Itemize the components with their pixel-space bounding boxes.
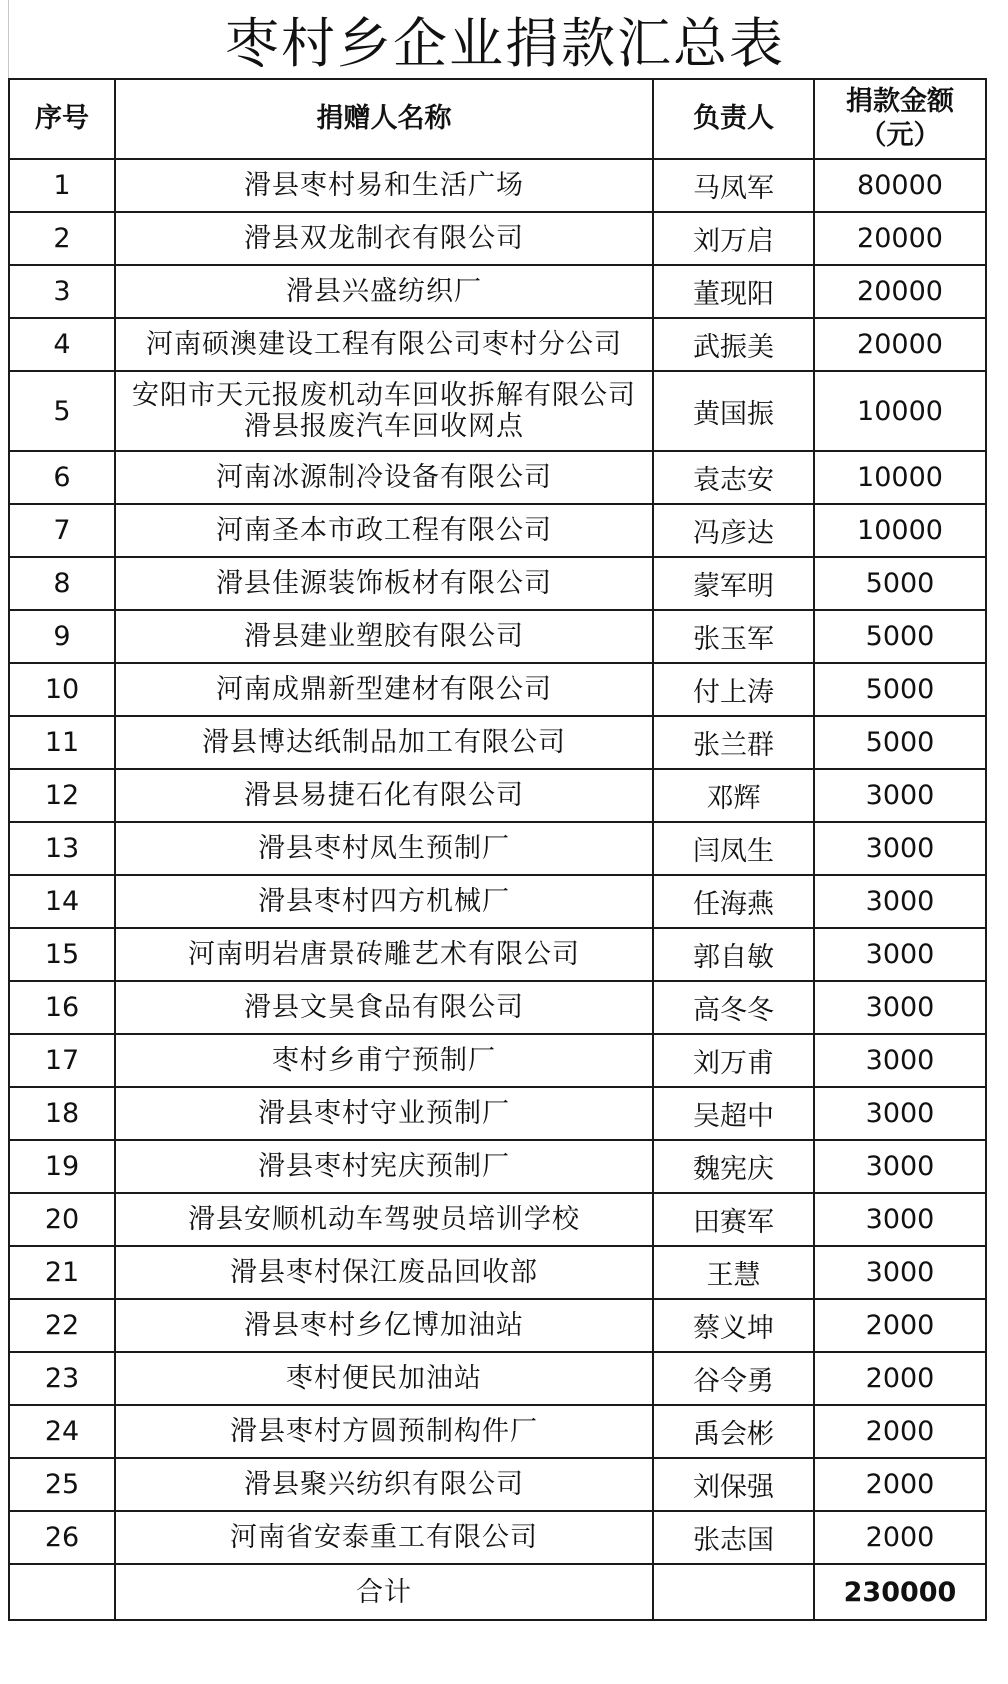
header-index: 序号	[9, 79, 115, 159]
row-index: 3	[9, 265, 115, 318]
row-index: 18	[9, 1087, 115, 1140]
blank-cell	[986, 212, 1008, 265]
table-row	[9, 212, 1008, 265]
row-amount: 3000	[814, 1140, 986, 1193]
row-person: 田赛军	[653, 1193, 814, 1246]
table-row	[9, 1193, 1008, 1246]
row-amount: 20000	[814, 318, 986, 371]
row-donor: 河南圣本市政工程有限公司	[115, 504, 653, 557]
row-person: 吴超中	[653, 1087, 814, 1140]
row-donor: 滑县兴盛纺织厂	[115, 265, 653, 318]
blank-cell	[986, 928, 1008, 981]
row-person: 袁志安	[653, 451, 814, 504]
table-row	[9, 1246, 1008, 1299]
row-person: 付上涛	[653, 663, 814, 716]
page-title: 枣村乡企业捐款汇总表	[225, 11, 785, 75]
donation-table	[8, 78, 1008, 1621]
row-donor: 河南硕澳建设工程有限公司枣村分公司	[115, 318, 653, 371]
row-person: 任海燕	[653, 875, 814, 928]
row-donor: 滑县枣村凤生预制厂	[115, 822, 653, 875]
table-row	[9, 159, 1008, 212]
row-index: 25	[9, 1458, 115, 1511]
row-amount: 3000	[814, 1246, 986, 1299]
row-index: 1	[9, 159, 115, 212]
blank-cell	[986, 371, 1008, 451]
row-index: 23	[9, 1352, 115, 1405]
row-index: 4	[9, 318, 115, 371]
row-amount: 5000	[814, 557, 986, 610]
row-person: 董现阳	[653, 265, 814, 318]
blank-cell	[986, 875, 1008, 928]
blank-cell	[986, 1299, 1008, 1352]
row-amount: 10000	[814, 371, 986, 451]
row-index: 13	[9, 822, 115, 875]
row-amount: 5000	[814, 610, 986, 663]
blank-cell	[986, 1034, 1008, 1087]
row-person: 武振美	[653, 318, 814, 371]
blank-cell	[986, 1246, 1008, 1299]
row-donor: 滑县安顺机动车驾驶员培训学校	[115, 1193, 653, 1246]
row-index: 6	[9, 451, 115, 504]
table-row	[9, 1458, 1008, 1511]
row-amount: 3000	[814, 1087, 986, 1140]
row-donor	[115, 371, 653, 451]
row-index: 17	[9, 1034, 115, 1087]
row-amount: 3000	[814, 822, 986, 875]
total-row	[9, 1564, 1008, 1620]
row-person: 蔡义坤	[653, 1299, 814, 1352]
row-person: 黄国振	[653, 371, 814, 451]
table-row	[9, 265, 1008, 318]
blank-cell	[986, 716, 1008, 769]
row-donor: 滑县聚兴纺织有限公司	[115, 1458, 653, 1511]
row-person: 马凤军	[653, 159, 814, 212]
row-donor: 河南明岩唐景砖雕艺术有限公司	[115, 928, 653, 981]
row-index: 8	[9, 557, 115, 610]
row-person: 张兰群	[653, 716, 814, 769]
row-person: 谷令勇	[653, 1352, 814, 1405]
row-amount: 10000	[814, 504, 986, 557]
row-donor: 枣村便民加油站	[115, 1352, 653, 1405]
blank-cell	[986, 1405, 1008, 1458]
row-donor: 枣村乡甫宁预制厂	[115, 1034, 653, 1087]
row-index: 10	[9, 663, 115, 716]
blank-cell	[986, 318, 1008, 371]
row-index: 2	[9, 212, 115, 265]
header-amount-line1: 捐款金额	[846, 86, 954, 117]
row-index: 24	[9, 1405, 115, 1458]
row-donor: 滑县佳源装饰板材有限公司	[115, 557, 653, 610]
row-amount: 3000	[814, 1193, 986, 1246]
header-person: 负责人	[653, 79, 814, 159]
blank-cell	[986, 1564, 1008, 1620]
row-index: 14	[9, 875, 115, 928]
row-person: 刘万甫	[653, 1034, 814, 1087]
row-amount: 3000	[814, 981, 986, 1034]
blank-cell	[986, 265, 1008, 318]
row-amount: 3000	[814, 769, 986, 822]
total-amount: 230000	[814, 1564, 986, 1620]
row-donor: 滑县枣村四方机械厂	[115, 875, 653, 928]
total-label: 合计	[115, 1564, 653, 1620]
row-donor: 滑县枣村宪庆预制厂	[115, 1140, 653, 1193]
row-amount: 5000	[814, 663, 986, 716]
table-row	[9, 928, 1008, 981]
row-donor: 河南成鼎新型建材有限公司	[115, 663, 653, 716]
row-amount: 80000	[814, 159, 986, 212]
row-person: 王慧	[653, 1246, 814, 1299]
blank-cell	[986, 504, 1008, 557]
blank-cell	[986, 663, 1008, 716]
row-amount: 10000	[814, 451, 986, 504]
row-index: 26	[9, 1511, 115, 1564]
blank-cell	[986, 1193, 1008, 1246]
table-row	[9, 610, 1008, 663]
row-amount: 3000	[814, 875, 986, 928]
row-person: 张志国	[653, 1511, 814, 1564]
row-donor: 滑县建业塑胶有限公司	[115, 610, 653, 663]
row-amount: 20000	[814, 212, 986, 265]
header-donor: 捐赠人名称	[115, 79, 653, 159]
row-person: 邓辉	[653, 769, 814, 822]
row-amount: 3000	[814, 928, 986, 981]
table-row	[9, 318, 1008, 371]
row-donor-line2: 滑县报废汽车回收网点	[244, 411, 524, 442]
blank-cell	[986, 451, 1008, 504]
blank-cell	[986, 1087, 1008, 1140]
total-index-cell	[9, 1564, 115, 1620]
blank-cell	[986, 79, 1008, 159]
table-row	[9, 1405, 1008, 1458]
header-amount-line2: （元）	[859, 120, 941, 151]
row-index: 15	[9, 928, 115, 981]
total-person-cell	[653, 1564, 814, 1620]
row-index: 20	[9, 1193, 115, 1246]
row-index: 16	[9, 981, 115, 1034]
row-donor: 滑县枣村保江废品回收部	[115, 1246, 653, 1299]
table-row	[9, 981, 1008, 1034]
row-donor: 滑县博达纸制品加工有限公司	[115, 716, 653, 769]
blank-cell	[986, 981, 1008, 1034]
row-donor: 滑县文昊食品有限公司	[115, 981, 653, 1034]
table-row	[9, 1352, 1008, 1405]
table-row	[9, 822, 1008, 875]
row-amount: 2000	[814, 1352, 986, 1405]
row-index: 19	[9, 1140, 115, 1193]
row-donor: 滑县枣村易和生活广场	[115, 159, 653, 212]
blank-cell	[986, 557, 1008, 610]
row-amount: 2000	[814, 1511, 986, 1564]
row-amount: 2000	[814, 1299, 986, 1352]
blank-cell	[986, 1352, 1008, 1405]
row-amount: 20000	[814, 265, 986, 318]
table-row	[9, 1087, 1008, 1140]
row-amount: 3000	[814, 1034, 986, 1087]
row-person: 郭自敏	[653, 928, 814, 981]
row-amount: 2000	[814, 1405, 986, 1458]
row-donor: 河南冰源制冷设备有限公司	[115, 451, 653, 504]
table-row	[9, 716, 1008, 769]
row-donor: 滑县枣村方圆预制构件厂	[115, 1405, 653, 1458]
table-row	[9, 769, 1008, 822]
row-donor: 滑县易捷石化有限公司	[115, 769, 653, 822]
row-index: 12	[9, 769, 115, 822]
blank-cell	[986, 610, 1008, 663]
row-person: 冯彦达	[653, 504, 814, 557]
table-row	[9, 875, 1008, 928]
blank-cell	[986, 769, 1008, 822]
table-row	[9, 557, 1008, 610]
table-row	[9, 451, 1008, 504]
row-index: 7	[9, 504, 115, 557]
row-index: 11	[9, 716, 115, 769]
table-body	[9, 159, 1008, 1564]
row-donor: 滑县双龙制衣有限公司	[115, 212, 653, 265]
table-row	[9, 504, 1008, 557]
blank-cell	[986, 159, 1008, 212]
row-person: 刘保强	[653, 1458, 814, 1511]
blank-cell	[986, 822, 1008, 875]
row-amount: 5000	[814, 716, 986, 769]
blank-cell	[986, 1458, 1008, 1511]
blank-cell	[986, 1140, 1008, 1193]
row-index: 21	[9, 1246, 115, 1299]
row-donor-line1: 安阳市天元报废机动车回收拆解有限公司	[132, 380, 636, 411]
table-row	[9, 663, 1008, 716]
row-person: 禹会彬	[653, 1405, 814, 1458]
table-header-row	[9, 79, 1008, 159]
row-index: 5	[9, 371, 115, 451]
table-row	[9, 1140, 1008, 1193]
table-row	[9, 371, 1008, 451]
table-row	[9, 1034, 1008, 1087]
row-index: 22	[9, 1299, 115, 1352]
title-row	[8, 0, 1008, 78]
row-person: 刘万启	[653, 212, 814, 265]
row-person: 蒙军明	[653, 557, 814, 610]
row-donor: 滑县枣村守业预制厂	[115, 1087, 653, 1140]
table-row	[9, 1511, 1008, 1564]
blank-cell	[986, 1511, 1008, 1564]
row-person: 高冬冬	[653, 981, 814, 1034]
row-person: 张玉军	[653, 610, 814, 663]
row-person: 魏宪庆	[653, 1140, 814, 1193]
row-person: 闫凤生	[653, 822, 814, 875]
table-row	[9, 1299, 1008, 1352]
header-amount	[814, 79, 986, 159]
row-amount: 2000	[814, 1458, 986, 1511]
row-index: 9	[9, 610, 115, 663]
row-donor: 河南省安泰重工有限公司	[115, 1511, 653, 1564]
row-donor: 滑县枣村乡亿博加油站	[115, 1299, 653, 1352]
